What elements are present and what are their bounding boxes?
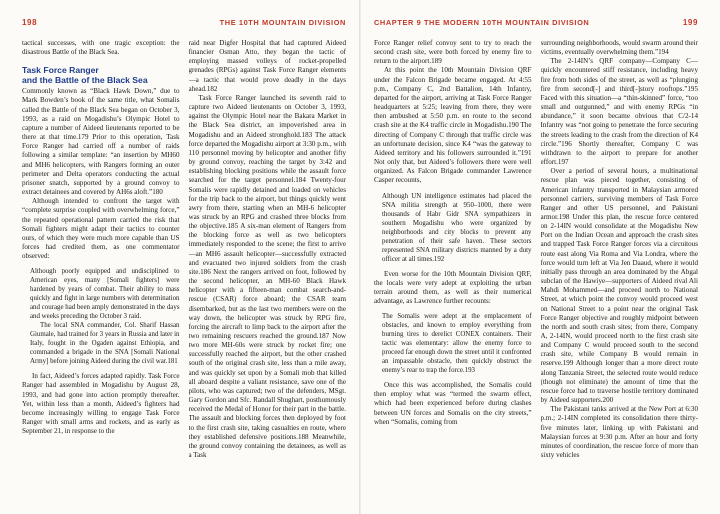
right-page xyxy=(360,0,720,514)
running-head-chapter: CHAPTER 9 THE MODERN 10TH MOUNTAIN DIVISION xyxy=(374,18,590,27)
section-heading xyxy=(22,65,180,85)
block-quote-paragraph: The Somalis were adept at the emplacement of obstacles, and known to employ everything from burning tires to derelict CONEX containers. Their tactic was elementary: allow the enemy force to proceed far enough down the street until it confronted an impassable obstacle, then quickly obstruct the enemy’s rear to trap the force.193 xyxy=(382,313,532,375)
paragraph: Once this was accomplished, the Somalis could then employ what was “termed the swarm effect, which had been experienced before during clashes between UN forces and Somalis on the city streets,” when “Somalis, coming from xyxy=(374,381,532,426)
block-quote xyxy=(382,312,532,375)
section-heading-line1: Task Force Ranger xyxy=(22,65,99,76)
block-quote-paragraph: Although poorly equipped and undisciplined to American eyes, many [Somali fighters] were hardened by years of combat. Their ability to mass quickly and fight in large numbers with determination and courage had been amply demonstrated in the days and weeks preceding the October 3 raid. xyxy=(30,268,180,321)
paragraph: Force Ranger relief convoy sent to try to reach the second crash site, were both forced by enemy fire to return to the airport.189 xyxy=(374,39,532,66)
block-quote-paragraph: The local SNA commander, Col. Sharif Hassan Giumale, had trained for 3 years in Russia and later in Italy, fought in the Ogaden against Ethiopia, and commanded a brigade in the SNA [Somali National Army] before joining Aideed during the civil war.181 xyxy=(30,322,180,366)
paragraph: The Pakistani tanks arrived at the New Port at 6:30 p.m.; 2-14IN completed its consolidation there thirty-five minutes later, linking up with Pakistani and Malaysian forces at 9:30 p.m. After an hour and forty minutes of coordination, the rescue force of more than sixty vehicles xyxy=(540,405,698,460)
block-quote xyxy=(382,192,532,264)
paragraph: raid near Digfer Hospital that had captured Aideed financier Osman Atto, they began the tactic of employing massed volleys of rocket-propelled grenades (RPGs) against Task Force Ranger elements—a tactic that would prove deadly in the days ahead.182 xyxy=(188,39,346,93)
left-column-1 xyxy=(22,39,180,514)
paragraph: Over a period of several hours, a multinational rescue plan was pieced together, consisting of American infantry transported in Malaysian armored personnel carriers, surviving members of Task Force Ranger and other US personnel, and Pakistani armor.198 Under this plan, the rescue force centered on 2-14IN would consolidate at the Mogadishu New Port on the Indian Ocean and approach the crash sites and trapped Task Force Ranger forces via a circuitous route east along Via Roma and Via Londra, where the force would turn left at Via Jen Daaud, where it would initially pass through an area dominated by the Abgal subclan of the Hawiye—supporters of Aideed rival Ali Mahdi Mohammed—and proceed north to National Street, at which point the convoy would proceed west on National Street to a point near the original Task Force Ranger objective and roughly midpoint between the north and south crash sites; from there, Company A, 2-14IN, would proceed north to the first crash site and Company C would proceed south to the second crash site, while Company B would remain in reserve.199 Although longer than a more direct route along Tanzania Street, the selected route would reduce (though not eliminate) the amount of time that the rescue force had to traverse hostile territory dominated by Aideed supporters.200 xyxy=(540,167,698,405)
running-head-title: THE 10TH MOUNTAIN DIVISION xyxy=(219,18,346,27)
paragraph: tactical successes, with one tragic exception: the disastrous Battle of the Black Sea. xyxy=(22,39,180,57)
paragraph: At this point the 10th Mountain Division QRF under the Falcon Brigade became engaged. At 4:55 p.m., Company C, 2nd Battalion, 14th Infantry, departed for the airport, arriving at Task Force Ranger headquarters at 5:25; leaving from there, they were then ambushed at 5:50 p.m. en route to the second crash site at the K4 traffic circle in Mogadishu.190 The directing of Company C through that traffic circle was an unfortunate decision, since K4 “was the gateway to Aideed territory and his followers surrounded it.”191 Not only that, but Aideed’s followers there were well organized. As Falcon Brigade commander Lawrence Casper recounts, xyxy=(374,66,532,185)
paragraph: In fact, Aideed’s forces adapted rapidly. Task Force Ranger had assembled in Mogadishu by August 28, 1993, and had gone into action promptly thereafter. Yet, within less than a month, Aideed’s fighters had become increasingly willing to engage Task Force Ranger with small arms and rockets, and as early as September 21, in response to the xyxy=(22,372,180,436)
paragraph: Even worse for the 10th Mountain Division QRF, the locals were very adept at exploiting the urban terrain around them, as well as their numerical advantage, as Lawrence further recounts: xyxy=(374,269,532,305)
paragraph: surrounding neighborhoods, would swarm around their victims, eventually overwhelming them.”194 xyxy=(540,39,698,57)
paragraph: The 2-14IN’s QRF company—Company C—quickly encountered stiff resistance, including heavy fire from both sides of the street, as well as “plunging fire from second[-] and third[-]story rooftops.”195 Faced with this situation—a “thin-skinned” force, “too small and outgunned,” and with enemy RPGs “in abundance,” it soon became obvious that C/2-14 Infantry was “not going to penetrate the force securing the streets leading to the crash from the direction of K4 circle.”196 Shortly thereafter, Company C was withdrawn to the airport to prepare for another effort.197 xyxy=(540,57,698,167)
page-number-left: 198 xyxy=(22,18,38,27)
paragraph: Commonly known as “Black Hawk Down,” due to Mark Bowden’s book of the same title, what Somalis called the Battle of the Black Sea began on October 3, 1993, as a raid on Mogadishu’s Olympic Hotel to capture a number of Aideed lieutenants reported to be there at that time.179 Prior to this operation, Task Force Ranger had carried off a number of raids following a similar template: “an insertion by MH60 and MH6 helicopters, with Rangers forming an outer perimeter and Delta operators conducting the actual prisoner snatch, supported by a ground convoy to extract detainees and covered by AH6s aloft.”180 xyxy=(22,87,180,197)
left-page-columns xyxy=(22,39,346,514)
paragraph: Although intended to confront the target with “complete surprise coupled with overwhelming force,” the repeated operational pattern carried the risk that Somali fighters might adapt their tactics to counter ours, of which they were much more capable than US forces had credited them, as one commentator observed: xyxy=(22,197,180,261)
running-header-left xyxy=(22,18,346,27)
section-heading-line2: and the Battle of the Black Sea xyxy=(22,75,148,86)
running-header-right xyxy=(374,18,698,27)
right-page-columns xyxy=(374,39,698,514)
paragraph: Task Force Ranger launched its seventh raid to capture two Aideed lieutenants on October 3, 1993, against the Olympic Hotel near the Bakara Market in the Black Sea district, an impoverished area in Mogadishu and an Aideed stronghold.183 The attack force departed the Mogadishu airport at 3:30 p.m., with 110 personnel moving by helicopter and another fifty by ground convoy, reaching the target by 3:42 and establishing blocking positions while the assault force searched for the target personnel.184 Twenty-four Somalis were rapidly detained and loaded on vehicles for the trip back to the airport, but things quickly went awry from there, starting when an MH-6 helicopter was struck by an RPG and crashed three blocks from the objective.185 A six-man element of Rangers from the blocking force as well as two helicopters immediately responded to the scene; the first to arrive—an MH6 assault helicopter—successfully extracted and evacuated two injured soldiers from the crash site.186 Next the rangers arrived on foot, followed by the second helicopter, an MH-60 Black Hawk helicopter with a fifteen-man combat search-and-rescue (CSAR) force aboard; the CSAR team disembarked, but as the last two members were on the way down, the helicopter was struck by RPG fire, forcing the aircraft to limp back to the airport after the two remaining rescuers reached the ground.187 Now two more MH-60s were struck by rocket fire; one successfully reached the airport, but the other crashed south of the original crash site, less than a mile away, and was quickly set upon by a Somali mob that killed all aboard despite a valiant resistance, save one of the pilots, who was captured; two of the defenders, MSgt. Gary Gordon and Sfc. Randall Shughart, posthumously received the Medal of Honor for their part in the battle. The assault and blocking forces then deployed by foot to the first crash site, taking casualties en route, where they established defensive positions.188 Meanwhile, the ground convoy containing the detainees, as well as a Task xyxy=(188,93,346,460)
right-column-1 xyxy=(374,39,532,514)
left-column-2 xyxy=(189,39,347,514)
block-quote-paragraph: Although UN intelligence estimates had placed the SNA militia strength at 950–1000, there were thousands of Habr Gidr SNA sympathizers in southern Mogadishu who were organized by neighborhoods and city blocks to prevent any penetration of their safe haven. These sectors represented SNA military districts manned by a duty officer at all times.192 xyxy=(382,192,532,263)
right-column-2 xyxy=(541,39,699,514)
page-number-right: 199 xyxy=(682,18,698,27)
block-quote xyxy=(30,267,180,366)
